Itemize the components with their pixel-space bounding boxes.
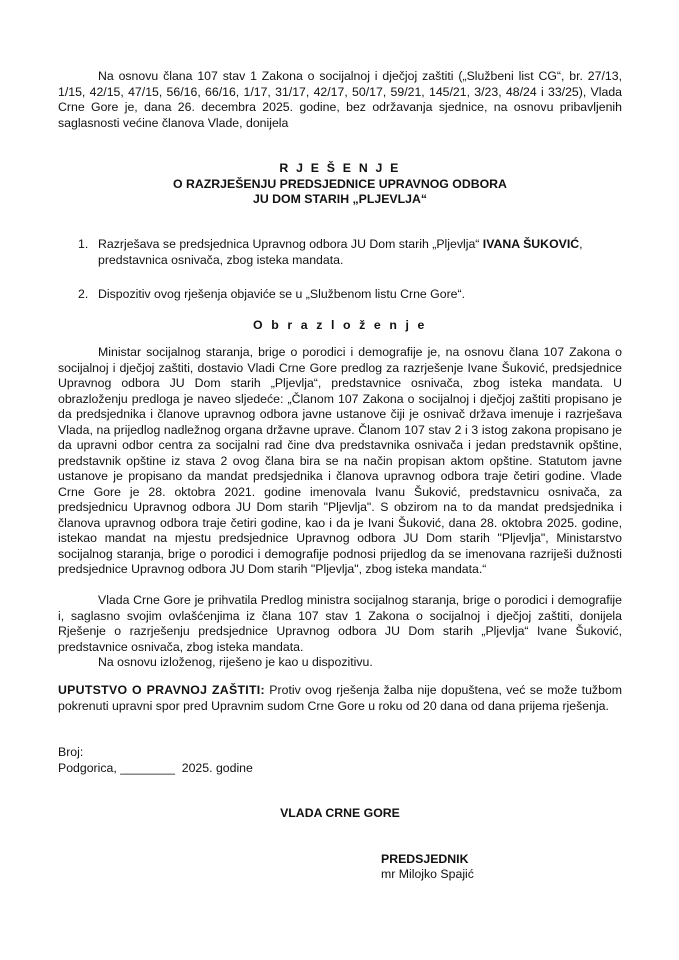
item-text <box>98 237 622 268</box>
president-title: PREDSJEDNIK <box>381 852 469 866</box>
explanation-paragraph-3: Na osnovu izloženog, riješeno je kao u dispozitivu. <box>98 655 373 669</box>
government-name: VLADA CRNE GORE <box>280 806 400 820</box>
explanation-paragraph-2: Vlada Crne Gore je prihvatila Predlog ministra socijalnog staranja, brige o porodici i demografije i, saglasno svojim ovlašćenjima iz člana 107 stav 1 Zakona o socijalnoj i dječjoj zaštiti, donijela Rješenje o razrješenju predsjednice Upravnog odbora JU Dom starih „Pljevlja“ Ivane Šuković, predstavnice osnivača, zbog isteka mandata. <box>58 593 622 654</box>
decision-subtitle: O RAZRJEŠENJU PREDSJEDNICE UPRAVNOG ODBORA <box>173 177 507 191</box>
item-text-part: Razrješava se predsjednica Upravnog odbora JU Dom starih „Pljevlja“ <box>98 237 483 251</box>
place-and-date: Podgorica, ________ 2025. godine <box>58 761 253 775</box>
document-number: Broj: <box>58 745 84 759</box>
item-text-part: , predstavnica osnivača, zbog isteka mandata. <box>98 237 583 267</box>
explanation-title: O b r a z l o ž e n j e <box>253 318 427 332</box>
intro-paragraph: Na osnovu člana 107 stav 1 Zakona o socijalnoj i dječjoj zaštiti („Službeni list CG“, br. 27/13, 1/15, 42/15, 47/15, 56/16, 66/16, 1/17, 31/17, 42/17, 50/17, 59/21, 145/21, 3/23, 48/24 i 33/25), Vlada Crne Gore je, dana 26. decembra 2025. godine, bez održavanja sjednice, na osnovu pribavljenih saglasnosti većine članova Vlade, donijela <box>58 69 622 130</box>
legal-remedy-paragraph <box>58 683 622 714</box>
item-number: 2. <box>78 287 89 301</box>
legal-remedy-label: UPUTSTVO O PRAVNOJ ZAŠTITI: <box>58 683 265 697</box>
item-number: 1. <box>78 237 89 251</box>
president-name: mr Milojko Spajić <box>381 867 474 881</box>
explanation-paragraph-1: Ministar socijalnog staranja, brige o porodici i demografije je, na osnovu člana 107 Zakona o socijalnoj i dječjoj zaštiti, dostavio Vladi Crne Gore predlog za razrješenje Ivane Šuković, predsjednice Upravnog odbora JU Dom starih „Pljevlja“, predstavnice osnivača, zbog isteka mandata. U obrazloženju predloga je naveo sljedeće: „Članom 107 Zakona o socijalnoj i dječjoj zaštiti propisano je da predsjednika i članove upravnog odbora javne ustanove čiji je osnivač država imenuje i razrješava Vlada, na prijedlog nadležnog organa državne uprave. Članom 107 stav 2 i 3 istog zakona propisano je da upravni odbor centra za socijalni rad čine dva predstavnika osnivača i jedan predstavnik opštine, predstavnik opštine iz stava 2 ovog člana bira se na način propisan aktom opštine. Statutom javne ustanove je propisano da mandat predsjednika i članova upravnog odbora traje četiri godine. Vlade Crne Gore je 28. oktobra 2021. godine imenovala Ivanu Šuković, predstavnicu osnivača, za predsjednicu Upravnog odbora JU Dom starih "Pljevlja". S obzirom na to da mandat predsjednika i članova upravnog odbora traje četiri godine, kao i da je Ivani Šuković, dana 28. oktobra 2025. godine, istekao mandat na mjestu predsjednice Upravnog odbora JU Dom starih "Pljevlja", Ministarstvo socijalnog staranja, brige o porodici i demografije podnosi prijedlog da se imenovana razriješi dužnosti predsjednice Upravnog odbora JU Dom starih "Pljevlja", zbog isteka mandata.“ <box>58 345 622 576</box>
dispositive-item-2 <box>78 287 622 303</box>
legal-remedy-text: Protiv ovog rješenja žalba nije dopuštena, već se može tužbom pokrenuti upravni spor pred Upravnim sudom Crne Gore u roku od 20 dana od dana prijema rješenja. <box>58 683 622 713</box>
decision-institution: JU DOM STARIH „PLJEVLJA“ <box>253 192 427 206</box>
item-text: Dispozitiv ovog rješenja objaviće se u „Službenom listu Crne Gore“. <box>98 287 466 301</box>
decision-title: R J E Š E N J E <box>279 161 401 175</box>
dispositive-item-1 <box>78 237 622 268</box>
person-name: IVANA ŠUKOVIĆ <box>482 237 580 251</box>
